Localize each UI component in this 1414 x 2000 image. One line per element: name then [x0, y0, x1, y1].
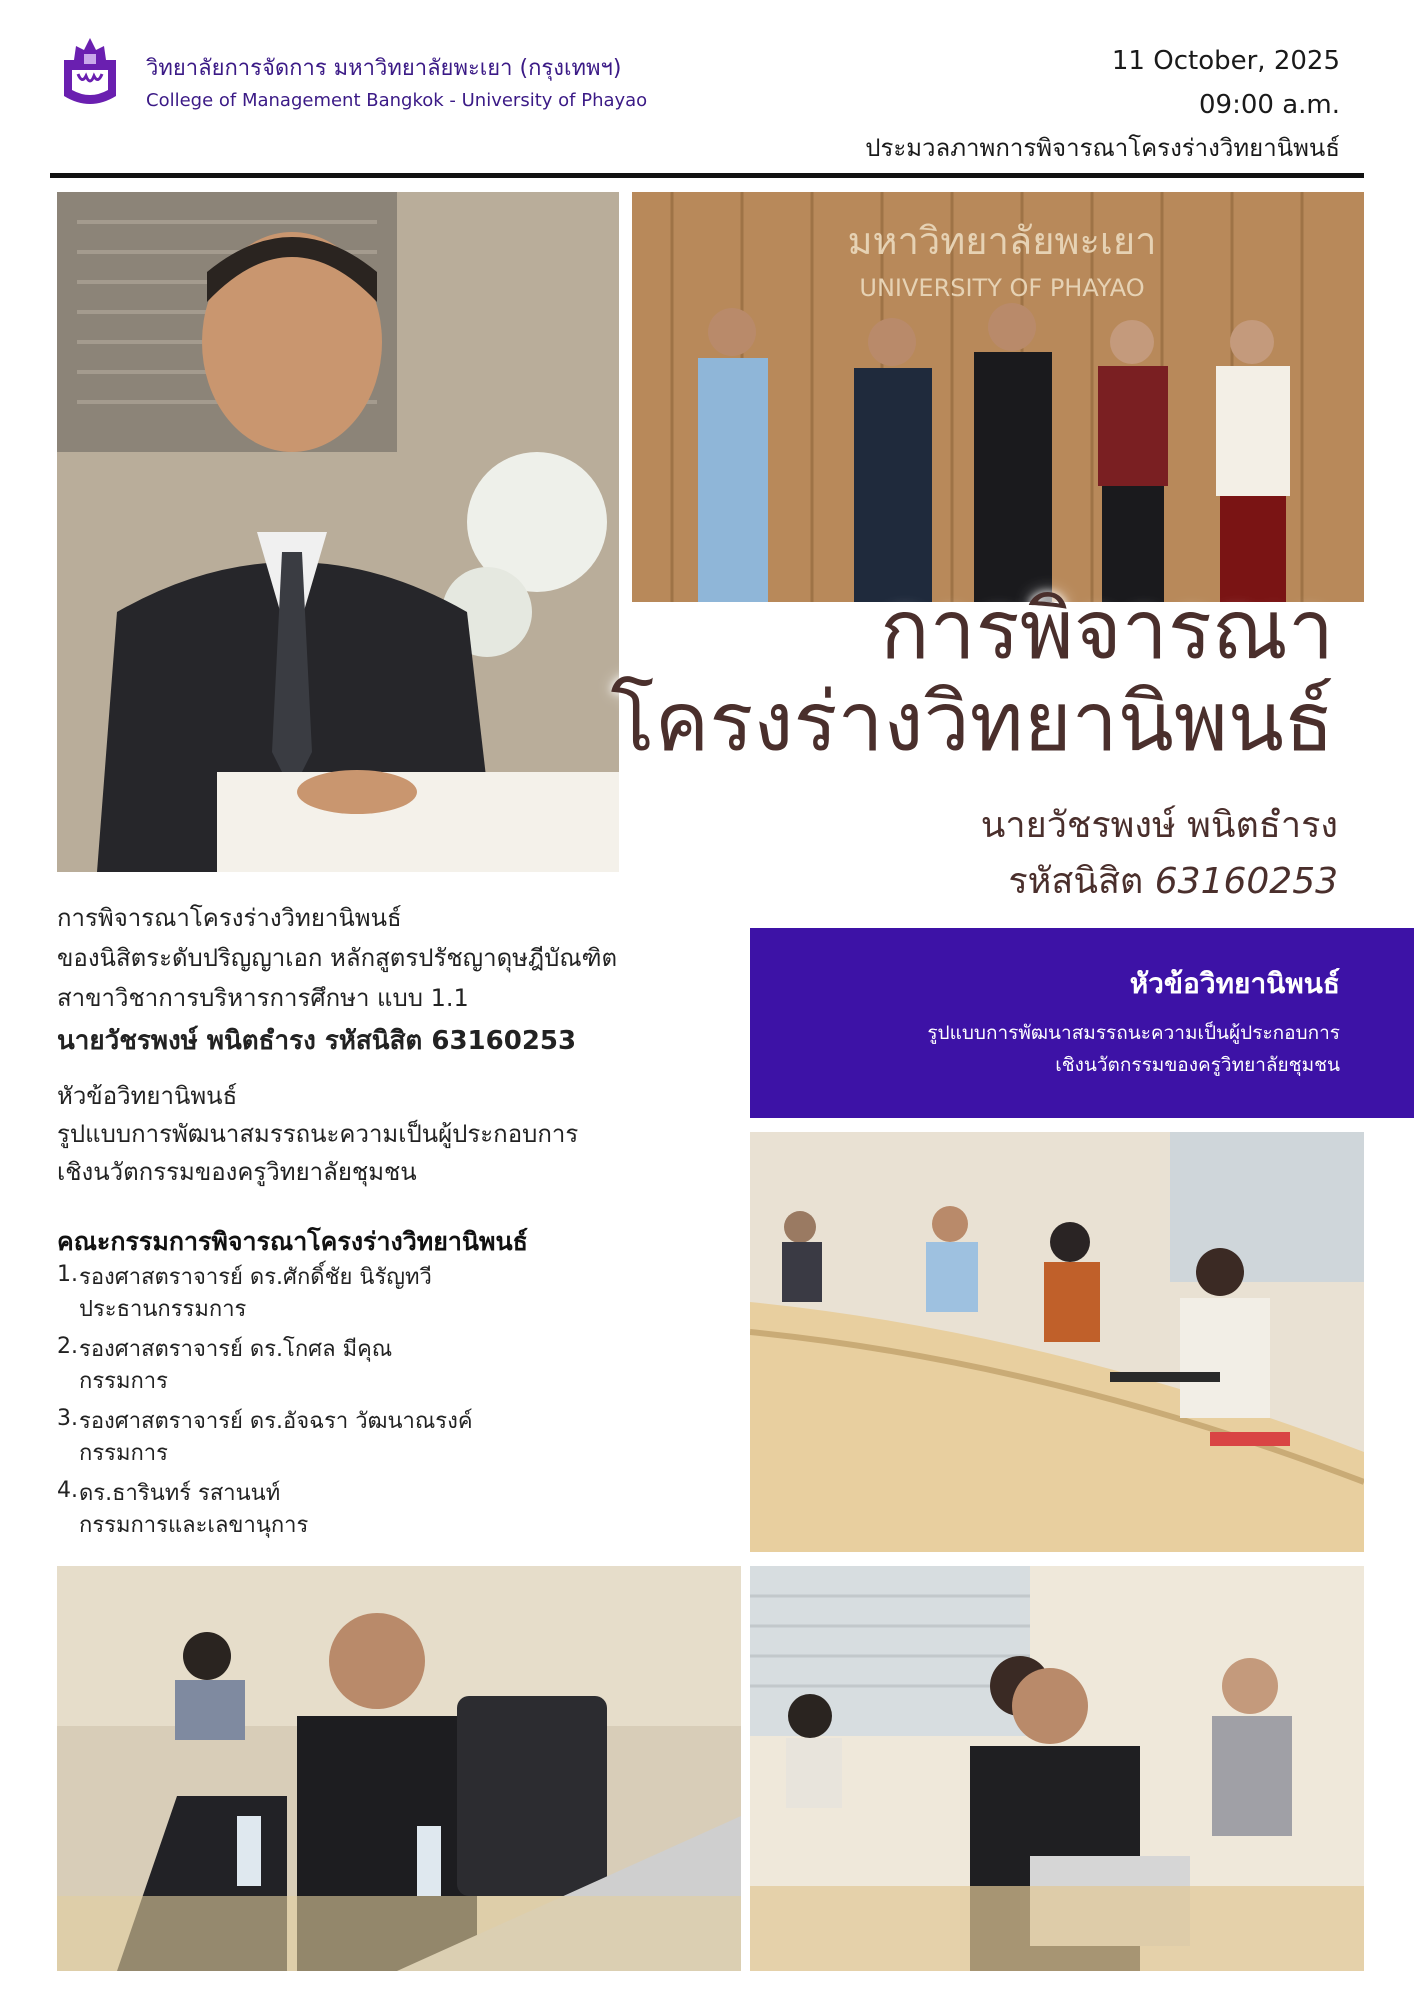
group-photo [632, 192, 1364, 602]
event-time: 09:00 a.m. [1199, 90, 1340, 120]
committee-heading: คณะกรรมการพิจารณาโครงร่างวิทยานิพนธ์ [57, 1227, 528, 1256]
hero-title-line1: การพิจารณา [879, 583, 1334, 678]
committee-member-number: 2. [57, 1334, 78, 1359]
topic-label: หัวข้อวิทยานิพนธ์ [57, 1082, 238, 1110]
committee-member-number: 3. [57, 1406, 78, 1431]
institution-name-th: วิทยาลัยการจัดการ มหาวิทยาลัยพะเยา (กรุงเทพฯ) [146, 56, 622, 81]
intro-line2: ของนิสิตระดับปริญญาเอก หลักสูตรปรัชญาดุษฎีบัณฑิต [57, 944, 618, 972]
committee-member-number: 1. [57, 1262, 78, 1287]
topic-box-line2: เชิงนวัตกรรมของครูวิทยาลัยชุมชน [1055, 1054, 1340, 1076]
committee-member-role: กรรมการ [79, 1369, 168, 1394]
intro-line3: สาขาวิชาการบริหารการศึกษา แบบ 1.1 [57, 984, 469, 1012]
hero-title-line2: โครงร่างวิทยานิพนธ์ [610, 675, 1334, 770]
event-date: 11 October, 2025 [1111, 46, 1340, 76]
committee-member-number: 4. [57, 1478, 78, 1503]
committee-member-role: ประธานกรรมการ [79, 1297, 247, 1322]
meeting-photo-2 [57, 1566, 741, 1971]
portrait-photo [57, 192, 619, 872]
topic-box [750, 928, 1414, 1118]
hero-student-id-number: 63160253 [1154, 861, 1338, 902]
topic-line2: เชิงนวัตกรรมของครูวิทยาลัยชุมชน [57, 1158, 417, 1186]
institution-name-en: College of Management Bangkok - University of Phayao [146, 90, 648, 111]
meeting-photo-1 [750, 1132, 1364, 1552]
committee-member [57, 1478, 657, 1542]
wall-sign-th: มหาวิทยาลัยพะเยา [847, 219, 1157, 263]
header-title: ประมวลภาพการพิจารณาโครงร่างวิทยานิพนธ์ [865, 134, 1340, 162]
committee-member [57, 1262, 657, 1326]
committee-member-name: ดร.ธารินทร์ รสานนท์ [79, 1481, 281, 1506]
committee-member-role: กรรมการและเลขานุการ [79, 1513, 309, 1538]
committee-member-name: รองศาสตราจารย์ ดร.อัจฉรา วัฒนาณรงค์ [79, 1409, 473, 1434]
committee-member-role: กรรมการ [79, 1441, 168, 1466]
committee-member-name: รองศาสตราจารย์ ดร.ศักดิ์ชัย นิรัญทวี [79, 1265, 432, 1290]
wall-sign-en: UNIVERSITY OF PHAYAO [859, 274, 1145, 302]
header-divider [50, 173, 1364, 178]
topic-box-title: หัวข้อวิทยานิพนธ์ [1129, 967, 1340, 1000]
committee-member [57, 1334, 657, 1398]
committee-member [57, 1406, 657, 1470]
hero-student-name: นายวัชรพงษ์ พนิตธำรง [980, 805, 1338, 846]
topic-line1: รูปแบบการพัฒนาสมรรถนะความเป็นผู้ประกอบการ [57, 1120, 579, 1148]
meeting-photo-3 [750, 1566, 1364, 1971]
committee-list [57, 1262, 657, 1550]
intro-line1: การพิจารณาโครงร่างวิทยานิพนธ์ [57, 904, 402, 932]
hero-student-id-label: รหัสนิสิต [1008, 861, 1144, 902]
topic-box-line1: รูปแบบการพัฒนาสมรรถนะความเป็นผู้ประกอบการ [927, 1022, 1340, 1044]
intro-student-line: นายวัชรพงษ์ พนิตธำรง รหัสนิสิต 63160253 [57, 1026, 577, 1056]
university-logo-icon [58, 36, 122, 112]
hero-student-id [1008, 852, 1338, 909]
committee-member-name: รองศาสตราจารย์ ดร.โกศล มีคุณ [79, 1337, 393, 1362]
